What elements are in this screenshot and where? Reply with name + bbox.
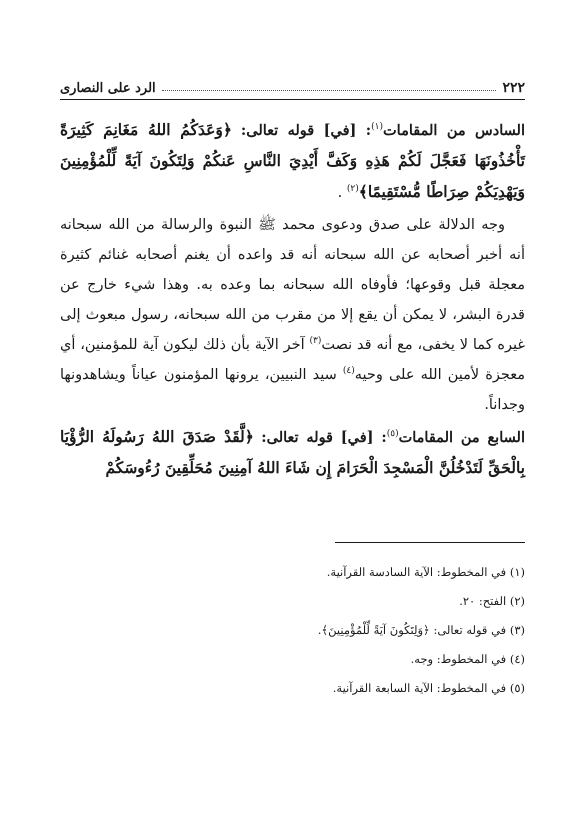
footnote-1: (١) في المخطوط: الآية السادسة القرآنية. <box>326 565 525 579</box>
page-header <box>60 76 525 100</box>
paragraph-explanation <box>60 210 525 420</box>
verse-intro: : [في] قوله تعالى: <box>261 429 387 446</box>
station-label: السادس من المقامات <box>383 122 525 139</box>
quran-verse: ﴿وَعَدَكُمُ اللهُ مَغَانِمَ كَثِيرَةً تَأْخُذُونَهَا فَعَجَّلَ لَكُمْ هَذِهِ وَكَفَّ أَيْدِيَ النَّاسِ عَنكُمْ وَلِتَكُونَ آيَةً لِّلْمُؤْمِنِينَ وَيَهْدِيَكُمْ صِرَاطًا مُّسْتَقِيمًا﴾ <box>60 120 525 201</box>
footnote-separator <box>335 542 525 543</box>
header-dot-leader <box>162 90 497 91</box>
footnote-ref: (١) <box>371 122 383 133</box>
footnote-2: (٢) الفتح: ٢٠. <box>459 594 525 608</box>
sentence-end: . <box>337 185 347 201</box>
paragraph-seventh-station <box>60 422 525 484</box>
footnote-ref: (٢) <box>346 184 359 195</box>
footnote-5: (٥) في المخطوط: الآية السابعة القرآنية. <box>332 681 525 695</box>
footnote-ref: (٣) <box>309 336 322 347</box>
footnote-3: (٣) في قوله تعالى: ﴿وَلِتَكُونَ آيَةً لِّلْمُؤْمِنِينَ﴾. <box>317 623 525 637</box>
running-title: الرد على النصارى <box>60 81 156 96</box>
footnote-ref: (٥) <box>386 429 399 440</box>
explanation-text-1: وجه الدلالة على صدق ودعوى محمد ﷺ النبوة والرسالة من الله سبحانه أنه أخبر أصحابه عن الله سبحانه أنه قد واعده أن يغنم أصحابه غنائم كثيرة معجلة قبل وقوعها؛ فأوفاه الله سبحانه بما وعده به. وهذا شيء خارج عن قدرة البشر، لا يمكن أن يقع إلا من مقرب من الله سبحانه، رسول مبعوث إلى غيره كما لا يخفى، مع أنه قد نصت <box>60 217 525 353</box>
footnote-4: (٤) في المخطوط: وجه. <box>410 652 525 666</box>
station-label: السابع من المقامات <box>398 429 526 446</box>
explanation-text-2: آخر الآية بأن ذلك ليكون آية للمؤمنين، أي معجزة لأمين الله على وحيه <box>60 337 525 383</box>
main-text <box>60 115 525 484</box>
quran-verse: ﴿لَّقَدْ صَدَقَ اللهُ رَسُولَهُ الرُّؤْيَا بِالْحَقِّ لَتَدْخُلُنَّ الْمَسْجِدَ الْحَرَامَ إِن شَاءَ اللهُ آمِنِينَ مُحَلِّقِينَ رُءُوسَكُمْ <box>60 427 525 477</box>
paragraph-sixth-station <box>60 115 525 208</box>
footnote-ref: (٤) <box>342 366 355 377</box>
verse-intro: : [في] قوله تعالى: <box>240 122 372 139</box>
footnotes <box>60 558 525 703</box>
explanation-text-3: سيد النبيين، يرونها المؤمنون عياناً ويشاهدونها وجداناً. <box>60 367 525 413</box>
page-number: ٢٢٢ <box>502 80 525 96</box>
